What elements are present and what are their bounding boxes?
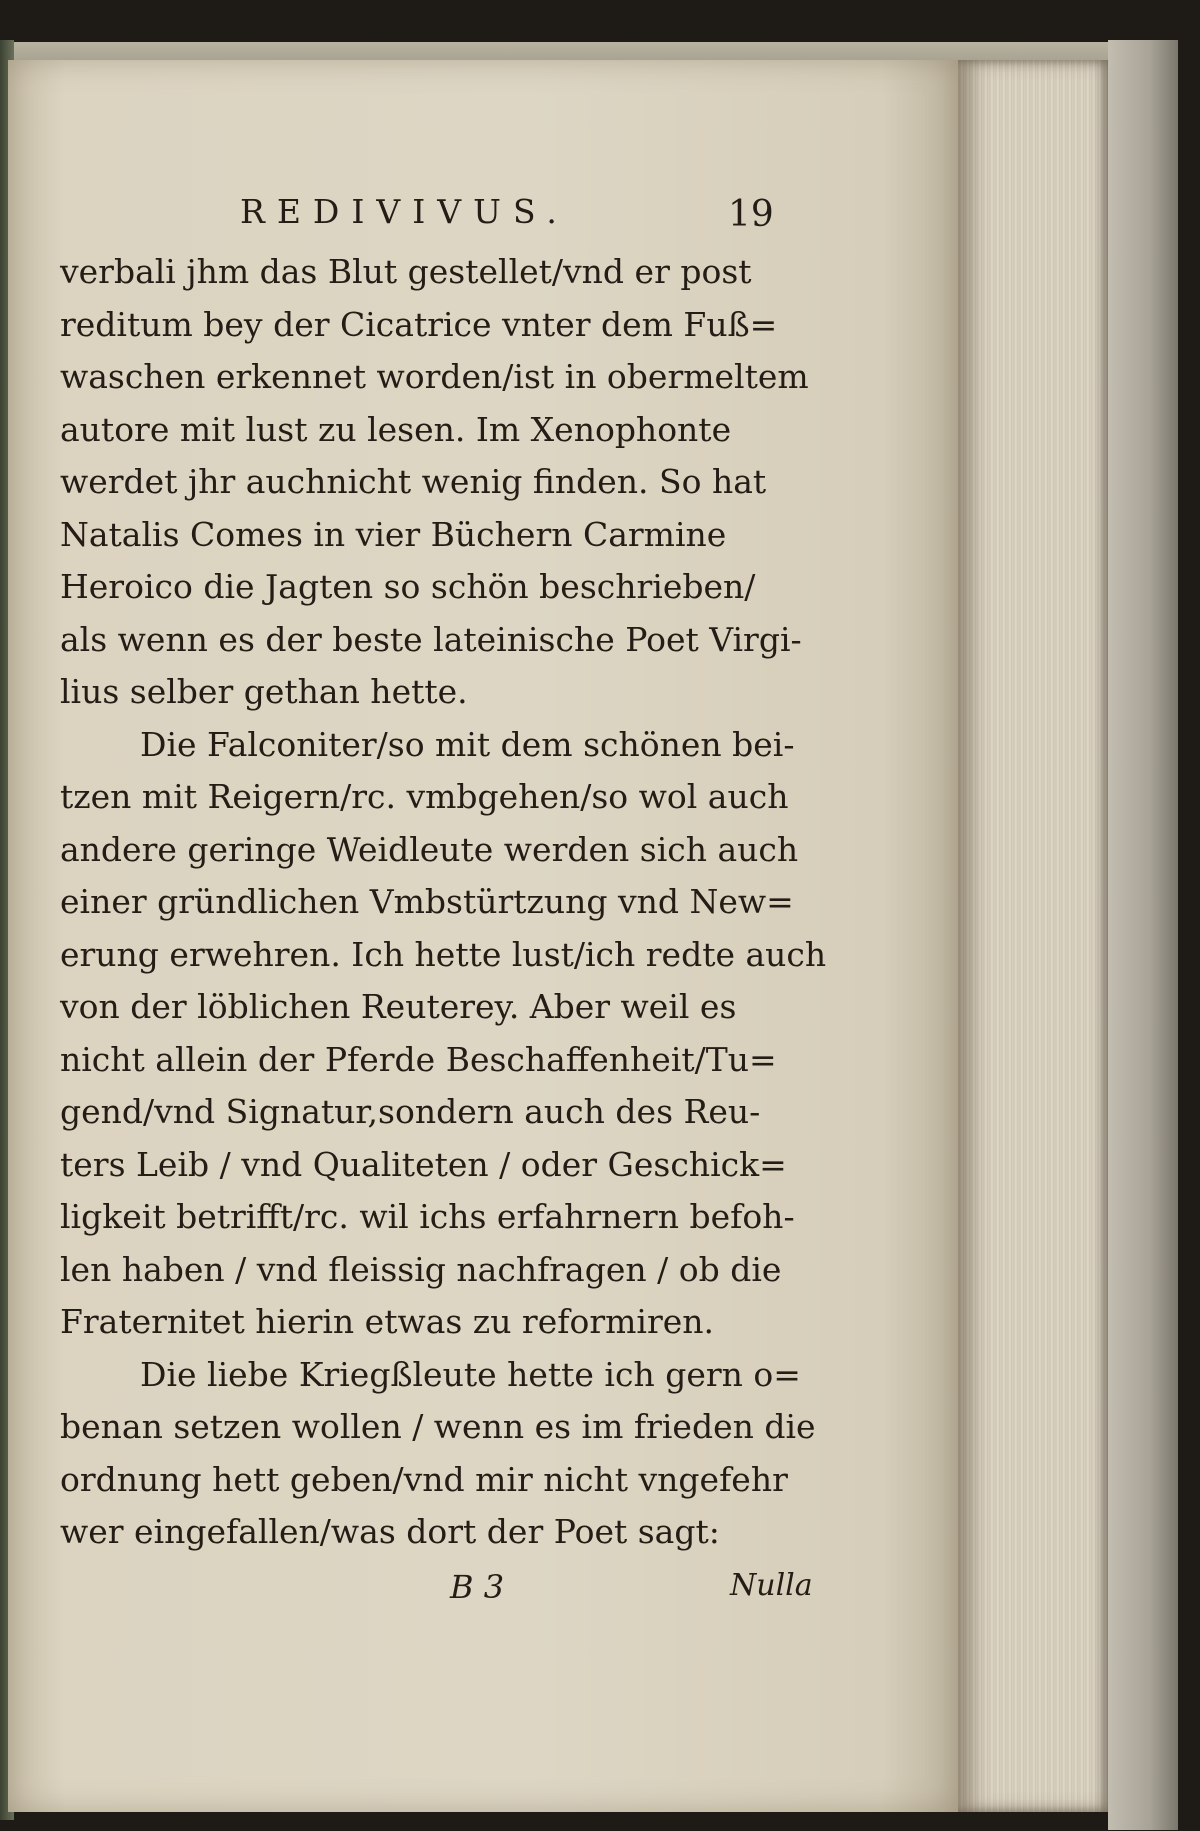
- text-line: waschen erkennet worden/ist in obermeltem: [60, 357, 809, 396]
- text-line: Heroico die Jagten so schön beschrieben/: [60, 567, 756, 606]
- text-line: verbali jhm das Blut gestellet/vnd er post: [60, 252, 752, 291]
- book-back-cover: [1108, 40, 1178, 1830]
- book-page: [8, 60, 958, 1812]
- page-footer: [60, 1568, 830, 1618]
- text-line: autore mit lust zu lesen. Im Xenophonte: [60, 409, 732, 449]
- text-line: lius selber gethan hette.: [60, 672, 468, 711]
- text-line: von der löblichen Reuterey. Aber weil es: [60, 987, 737, 1026]
- text-line: werdet jhr auchnicht wenig finden. So hat: [60, 462, 767, 501]
- text-line: wer eingefallen/was dort der Poet sagt:: [60, 1512, 720, 1551]
- text-line: ordnung hett geben/vnd mir nicht vngefehr: [60, 1459, 788, 1499]
- text-line: benan setzen wollen / wenn es im frieden die: [60, 1407, 816, 1446]
- text-line: nicht allein der Pferde Beschaffenheit/Tu=: [60, 1039, 777, 1079]
- text-line: ters Leib / vnd Qualiteten / oder Geschick=: [60, 1144, 787, 1184]
- text-line: tzen mit Reigern/rc. vmbgehen/so wol auch: [60, 777, 789, 816]
- text-line: andere geringe Weidleute werden sich auch: [60, 829, 799, 869]
- page-header: [240, 192, 840, 242]
- text-line: erung erwehren. Ich hette lust/ich redte auch: [60, 934, 827, 974]
- text-line: Fraternitet hierin etwas zu reformiren.: [60, 1302, 714, 1341]
- text-line: gend/vnd Signatur,sondern auch des Reu-: [60, 1092, 761, 1131]
- page-number: 19: [728, 194, 774, 235]
- paragraph-start-line: Die Falconiter/so mit dem schönen bei-: [140, 724, 795, 764]
- paragraph-start-line: Die liebe Kriegßleute hette ich gern o=: [140, 1354, 801, 1394]
- body-text: [60, 246, 830, 1559]
- text-line: als wenn es der beste lateinische Poet Virgi-: [60, 619, 802, 659]
- text-line: reditum bey der Cicatrice vnter dem Fuß=: [60, 304, 778, 344]
- running-title: REDIVIVUS.: [240, 192, 569, 231]
- catchword: Nulla: [730, 1568, 813, 1603]
- signature-mark: B 3: [450, 1568, 505, 1606]
- text-line: ligkeit betrifft/rc. wil ichs erfahrnern befoh-: [60, 1197, 795, 1236]
- text-line: Natalis Comes in vier Büchern Carmine: [60, 514, 727, 554]
- text-line: einer gründlichen Vmbstürtzung vnd New=: [60, 882, 794, 921]
- page-edges: [958, 60, 1108, 1812]
- text-line: len haben / vnd fleissig nachfragen / ob die: [60, 1249, 782, 1289]
